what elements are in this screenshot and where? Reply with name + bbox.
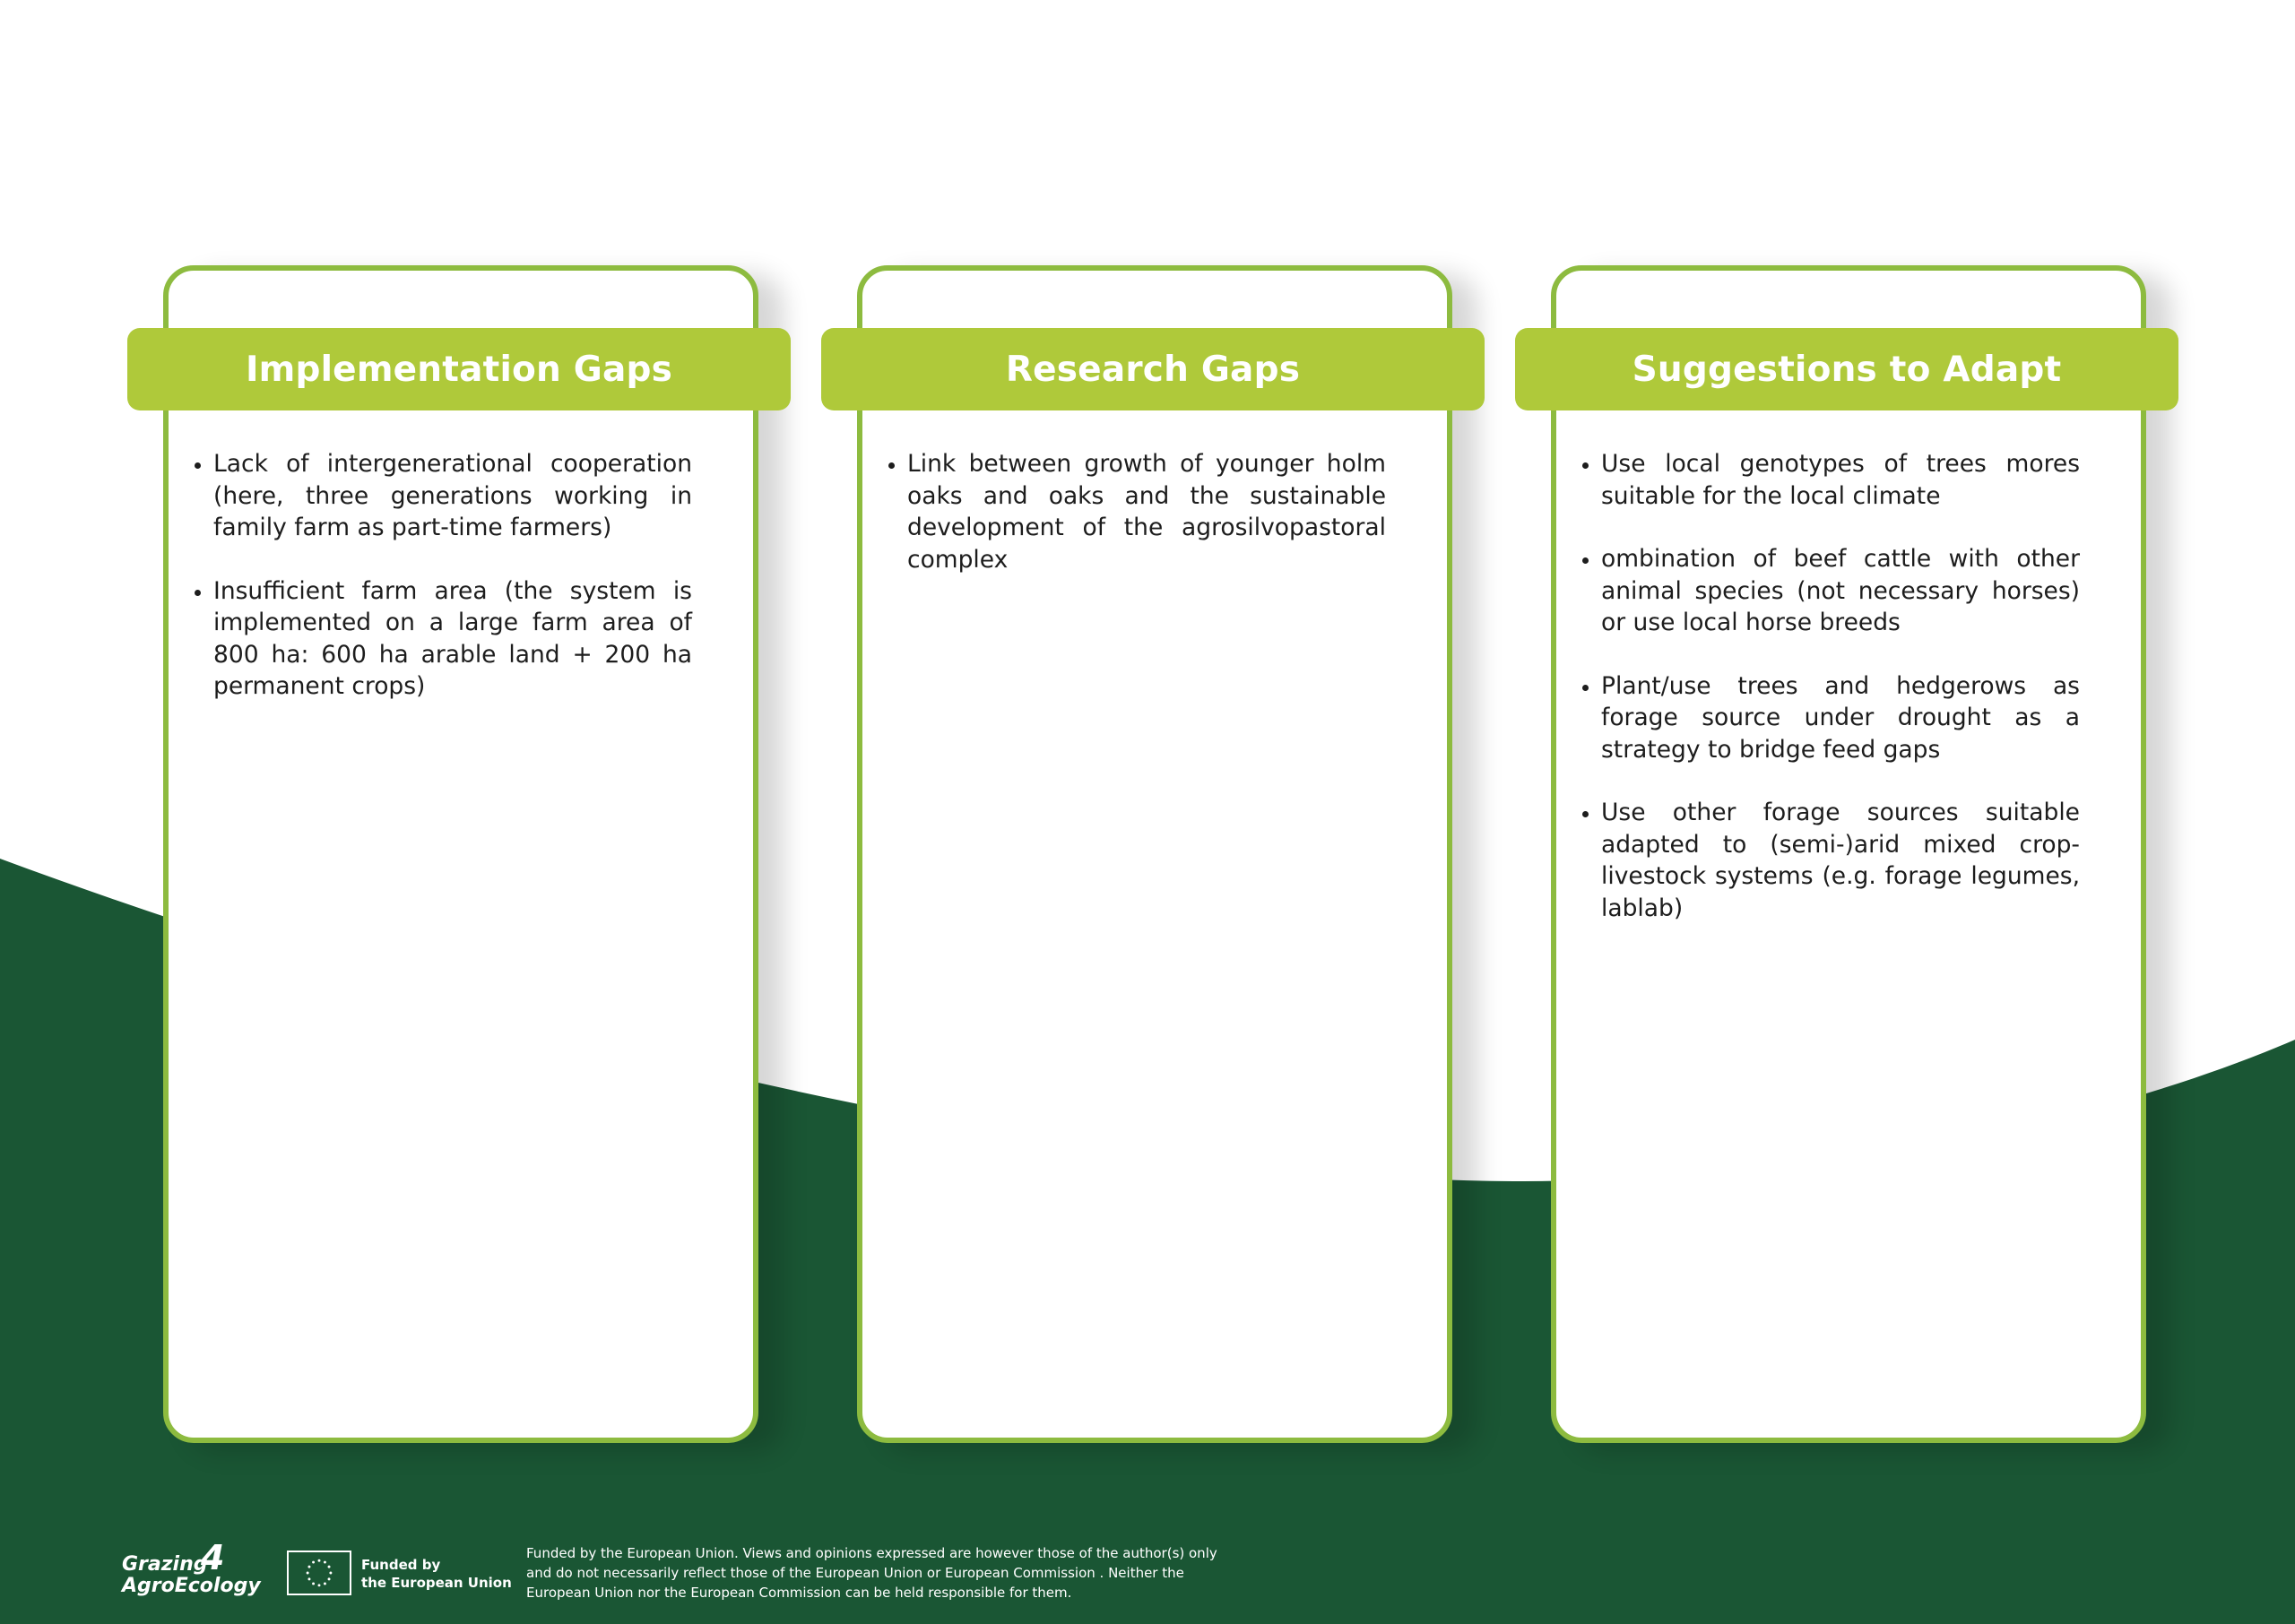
- eu-label-line2: the European Union: [361, 1575, 512, 1591]
- list-item: • Use local genotypes of trees mores suitable for the local climate: [1601, 448, 2080, 512]
- implementation-gaps-title: Implementation Gaps: [245, 349, 673, 390]
- research-gaps-card: [857, 265, 1452, 1443]
- research-gaps-header: [821, 328, 1485, 410]
- research-gaps-list: [875, 448, 1386, 607]
- implementation-gaps-header: [127, 328, 791, 410]
- list-item: • Link between growth of younger holm oaks and oaks and the sustainable development of the agrosilvopastoral complex: [907, 448, 1386, 575]
- suggestions-header: [1515, 328, 2178, 410]
- research-gaps-title: Research Gaps: [1005, 349, 1301, 390]
- logo-text-line2: AgroEcology: [122, 1575, 261, 1597]
- logo-text-line1: Grazing: [122, 1553, 208, 1576]
- eu-flag-icon: [287, 1551, 351, 1595]
- list-item: • ombination of beef cattle with other animal species (not necessary horses) or use local horse breeds: [1601, 543, 2080, 639]
- list-item: • Plant/use trees and hedgerows as forage source under drought as a strategy to bridge feed gaps: [1601, 670, 2080, 766]
- list-item: • Insufficient farm area (the system is implemented on a large farm area of 800 ha: 600 ha arable land + 200 ha permanent crops): [213, 575, 692, 703]
- disclaimer-text: Funded by the European Union. Views and opinions expressed are however those of the author(s) only and do not necessarily reflect those of the European Union or European Commission . Neither the European Union nor the European Commission can be held responsible for them.: [526, 1545, 1217, 1601]
- implementation-gaps-list: [181, 448, 692, 734]
- eu-funding-label: [361, 1556, 512, 1592]
- footer: [0, 1524, 2295, 1624]
- eu-label-line1: Funded by: [361, 1557, 441, 1573]
- list-item: • Lack of intergenerational cooperation (here, three generations working in family farm as part-time farmers): [213, 448, 692, 544]
- suggestions-list: [1569, 448, 2080, 955]
- list-item: • Use other forage sources suitable adapted to (semi-)arid mixed crop-livestock systems (e.g. forage legumes, lablab): [1601, 797, 2080, 924]
- logo-four: 4: [201, 1538, 225, 1577]
- suggestions-title: Suggestions to Adapt: [1632, 349, 2062, 390]
- grazing4agroecology-logo: [122, 1538, 261, 1597]
- implementation-gaps-card: [163, 265, 758, 1443]
